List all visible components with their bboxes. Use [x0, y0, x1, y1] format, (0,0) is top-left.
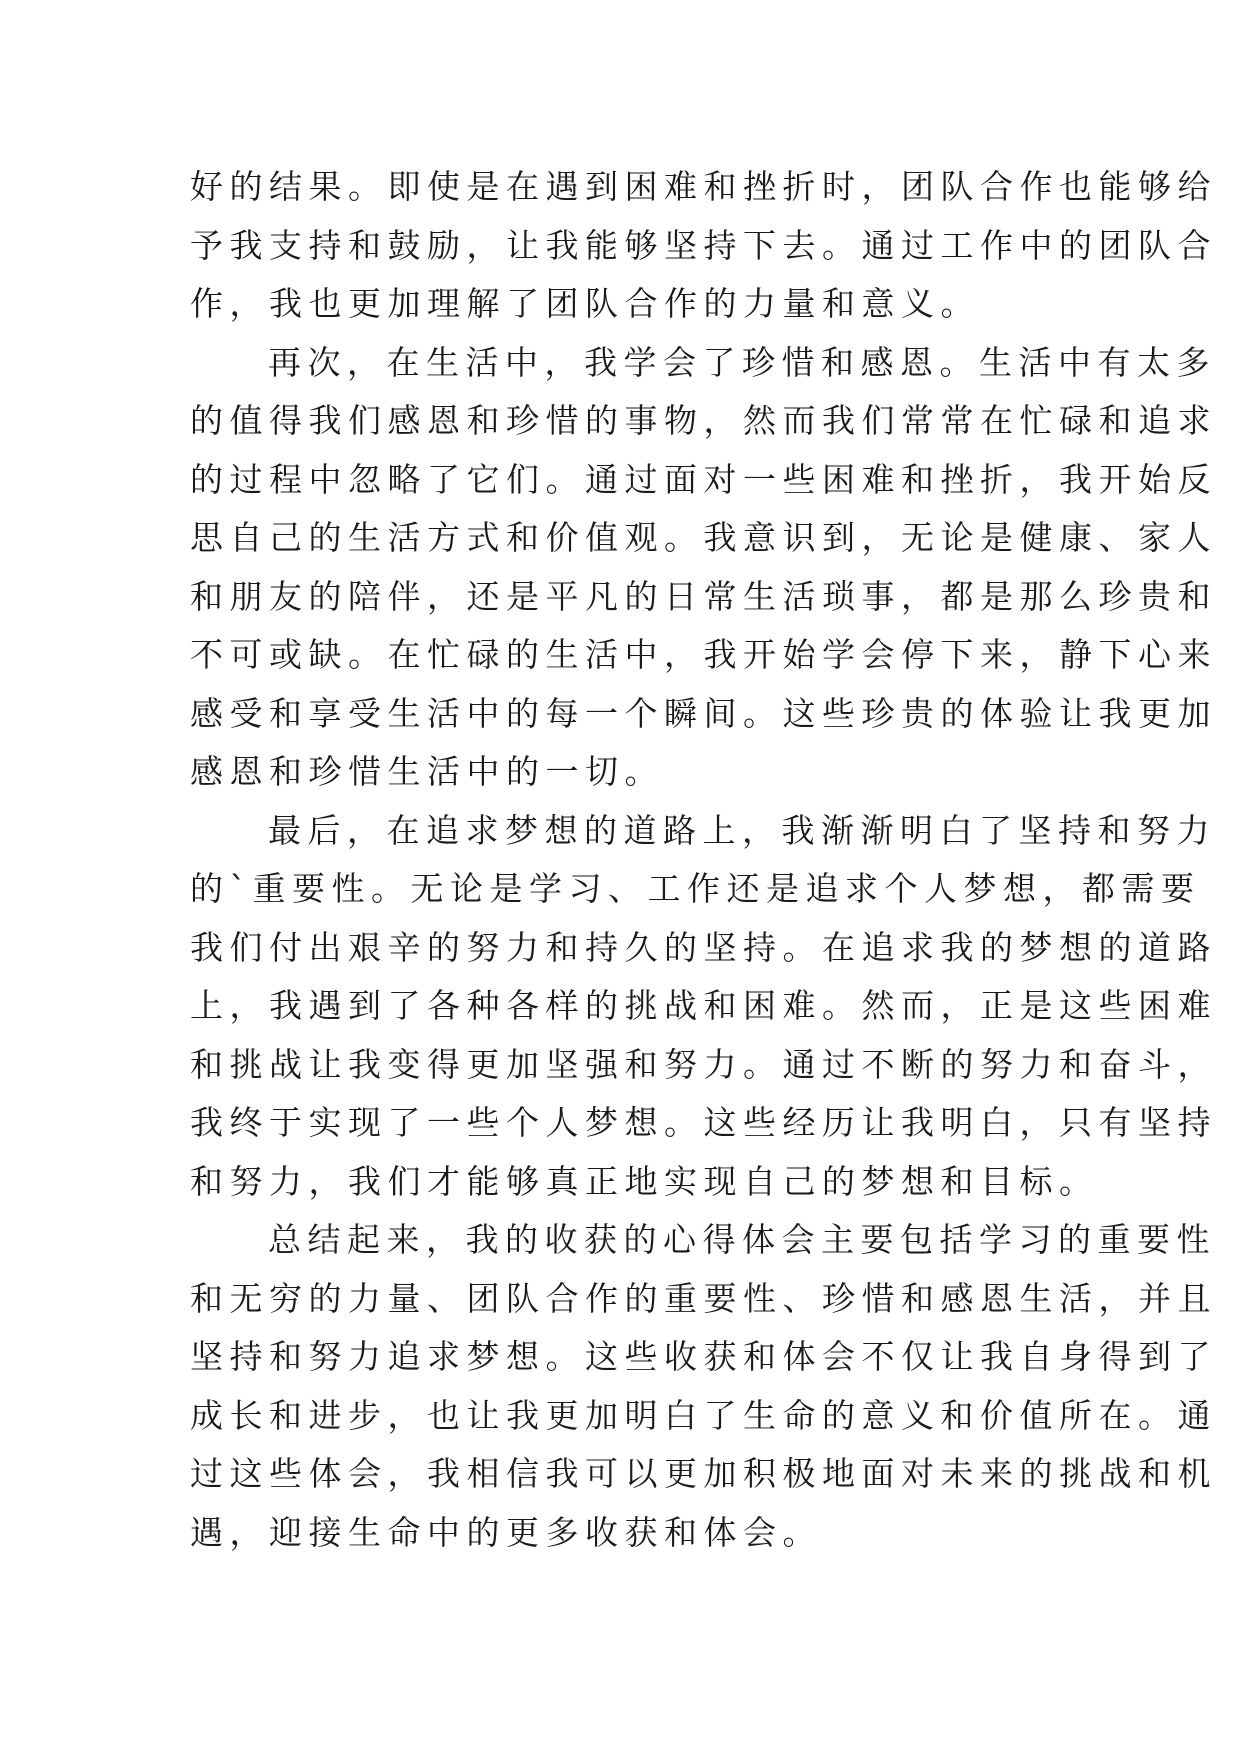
text-line: 坚持和努力追求梦想。这些收获和体会不仅让我自身得到了: [190, 1337, 1217, 1376]
text-line: 作，我也更加理解了团队合作的力量和意义。: [190, 284, 980, 323]
text-line: 感恩和珍惜生活中的一切。: [190, 752, 664, 791]
text-line: 的`重要性。无论是学习、工作还是追求个人梦想，都需要: [190, 869, 1201, 908]
text-line: 好的结果。即使是在遇到困难和挫折时，团队合作也能够给: [190, 167, 1217, 206]
text-line: 的值得我们感恩和珍惜的事物，然而我们常常在忙碌和追求: [190, 401, 1217, 440]
paragraph-first-line: 总结起来，我的收获的心得体会主要包括学习的重要性: [268, 1220, 1216, 1259]
text-line: 成长和进步，也让我更加明白了生命的意义和价值所在。通: [190, 1395, 1217, 1435]
text-line: 我们付出艰辛的努力和持久的坚持。在追求我的梦想的道路: [190, 927, 1217, 967]
text-line: 我终于实现了一些个人梦想。这些经历让我明白，只有坚持: [190, 1103, 1217, 1142]
text-line: 和无穷的力量、团队合作的重要性、珍惜和感恩生活，并且: [190, 1278, 1217, 1318]
text-line: 和挑战让我变得更加坚强和努力。通过不断的努力和奋斗，: [190, 1044, 1217, 1084]
text-line: 感受和享受生活中的每一个瞬间。这些珍贵的体验让我更加: [190, 693, 1217, 733]
text-line: 遇，迎接生命中的更多收获和体会。: [190, 1512, 822, 1552]
text-line: 不可或缺。在忙碌的生活中，我开始学会停下来，静下心来: [190, 635, 1217, 674]
text-line: 上，我遇到了各种各样的挑战和困难。然而，正是这些困难: [190, 986, 1217, 1025]
text-line: 过这些体会，我相信我可以更加积极地面对未来的挑战和机: [190, 1454, 1217, 1493]
text-line: 思自己的生活方式和价值观。我意识到，无论是健康、家人: [190, 518, 1217, 557]
paragraph-first-line: 最后，在追求梦想的道路上，我渐渐明白了坚持和努力: [268, 810, 1216, 850]
paragraph-first-line: 再次，在生活中，我学会了珍惜和感恩。生活中有太多: [268, 342, 1216, 382]
text-line: 和朋友的陪伴，还是平凡的日常生活琐事，都是那么珍贵和: [190, 576, 1217, 616]
text-line: 和努力，我们才能够真正地实现自己的梦想和目标。: [190, 1161, 1099, 1201]
text-line: 予我支持和鼓励，让我能够坚持下去。通过工作中的团队合: [190, 225, 1217, 265]
body-text: [190, 158, 1217, 1562]
text-line: 的过程中忽略了它们。通过面对一些困难和挫折，我开始反: [190, 459, 1217, 499]
